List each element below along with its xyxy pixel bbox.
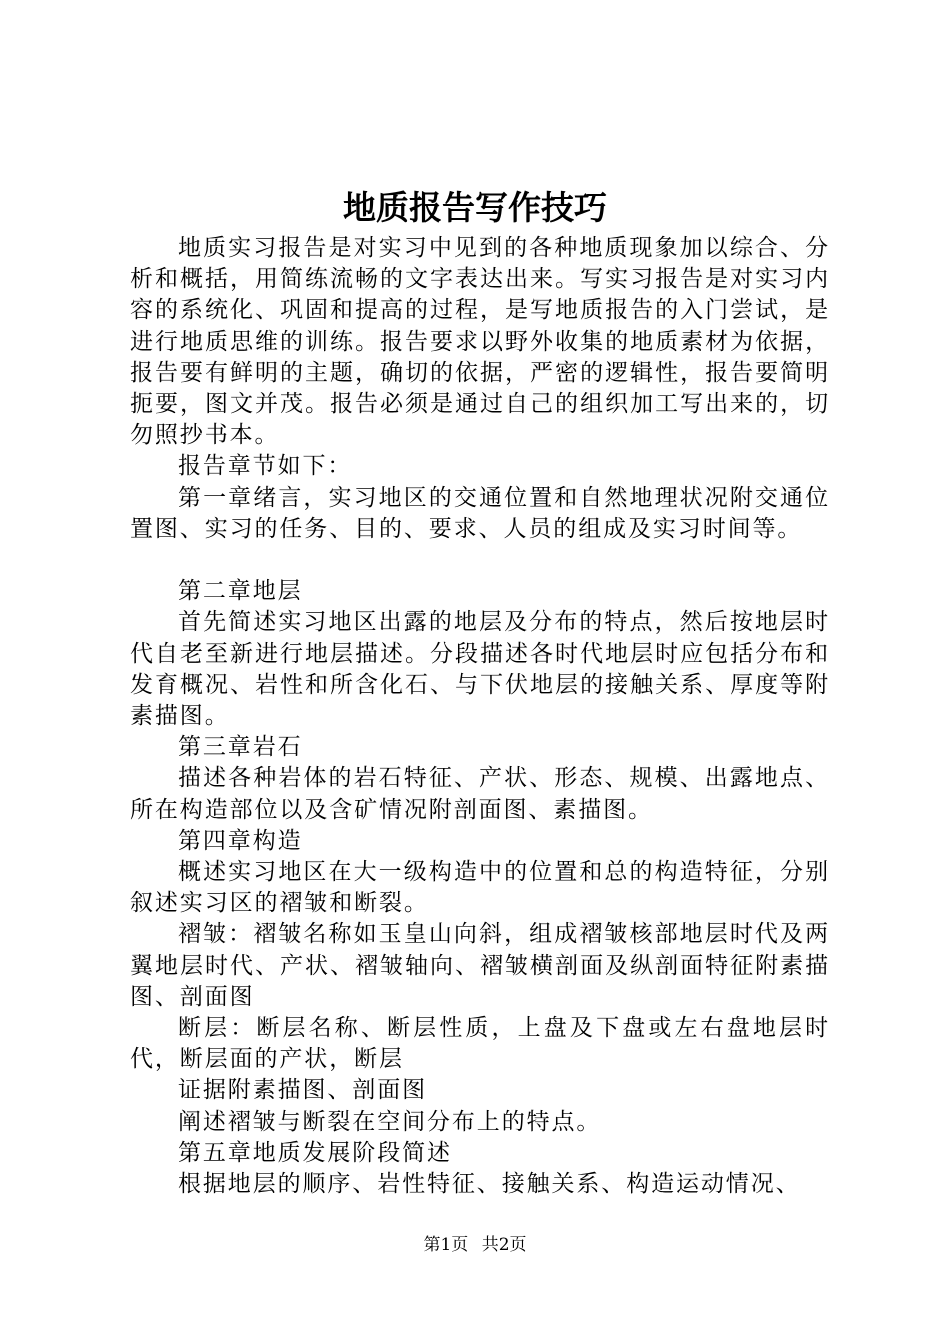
page-number: 第1页 bbox=[423, 1235, 469, 1255]
heading-chapter-2: 第二章地层 bbox=[178, 578, 303, 605]
paragraph-chapters-intro: 报告章节如下： bbox=[178, 453, 353, 480]
heading-chapter-5: 第五章地质发展阶段简述 bbox=[178, 1139, 452, 1166]
page-footer bbox=[0, 1230, 950, 1255]
heading-chapter-3: 第三章岩石 bbox=[178, 734, 303, 761]
heading-chapter-4: 第四章构造 bbox=[178, 827, 303, 854]
paragraph-chapter-5: 根据地层的顺序、岩性特征、接触关系、构造运动情况、 bbox=[178, 1171, 801, 1198]
paragraph-fault-evidence: 证据附素描图、剖面图 bbox=[178, 1077, 427, 1104]
paragraph-spatial-distribution: 阐述褶皱与断裂在空间分布上的特点。 bbox=[178, 1108, 602, 1135]
document-body bbox=[130, 233, 830, 1200]
paragraph-chapter-4: 概述实习地区在大一级构造中的位置和总的构造特征，分别叙述实习区的褶皱和断裂。 bbox=[130, 859, 830, 917]
page-total: 共2页 bbox=[481, 1235, 527, 1255]
paragraph-faults: 断层：断层名称、断层性质，上盘及下盘或左右盘地层时代，断层面的产状，断层 bbox=[130, 1015, 830, 1073]
paragraph-intro: 地质实习报告是对实习中见到的各种地质现象加以综合、分析和概括，用简练流畅的文字表达出来。写实习报告是对实习内容的系统化、巩固和提高的过程，是写地质报告的入门尝试，是进行地质思维的训练。报告要求以野外收集的地质素材为依据，报告要有鲜明的主题，确切的依据，严密的逻辑性，报告要简明扼要，图文并茂。报告必须是通过自己的组织加工写出来的，切勿照抄书本。 bbox=[130, 235, 830, 449]
paragraph-folds: 褶皱：褶皱名称如玉皇山向斜，组成褶皱核部地层时代及两翼地层时代、产状、褶皱轴向、褶皱横剖面及纵剖面特征附素描图、剖面图 bbox=[130, 921, 830, 1010]
paragraph-chapter-3: 描述各种岩体的岩石特征、产状、形态、规模、出露地点、所在构造部位以及含矿情况附剖面图、素描图。 bbox=[130, 765, 830, 823]
paragraph-chapter-1: 第一章绪言，实习地区的交通位置和自然地理状况附交通位置图、实习的任务、目的、要求、人员的组成及实习时间等。 bbox=[130, 484, 830, 542]
document-title: 地质报告写作技巧 bbox=[343, 188, 607, 227]
paragraph-chapter-2: 首先简述实习地区出露的地层及分布的特点，然后按地层时代自老至新进行地层描述。分段描述各时代地层时应包括分布和发育概况、岩性和所含化石、与下伏地层的接触关系、厚度等附素描图。 bbox=[130, 609, 830, 730]
